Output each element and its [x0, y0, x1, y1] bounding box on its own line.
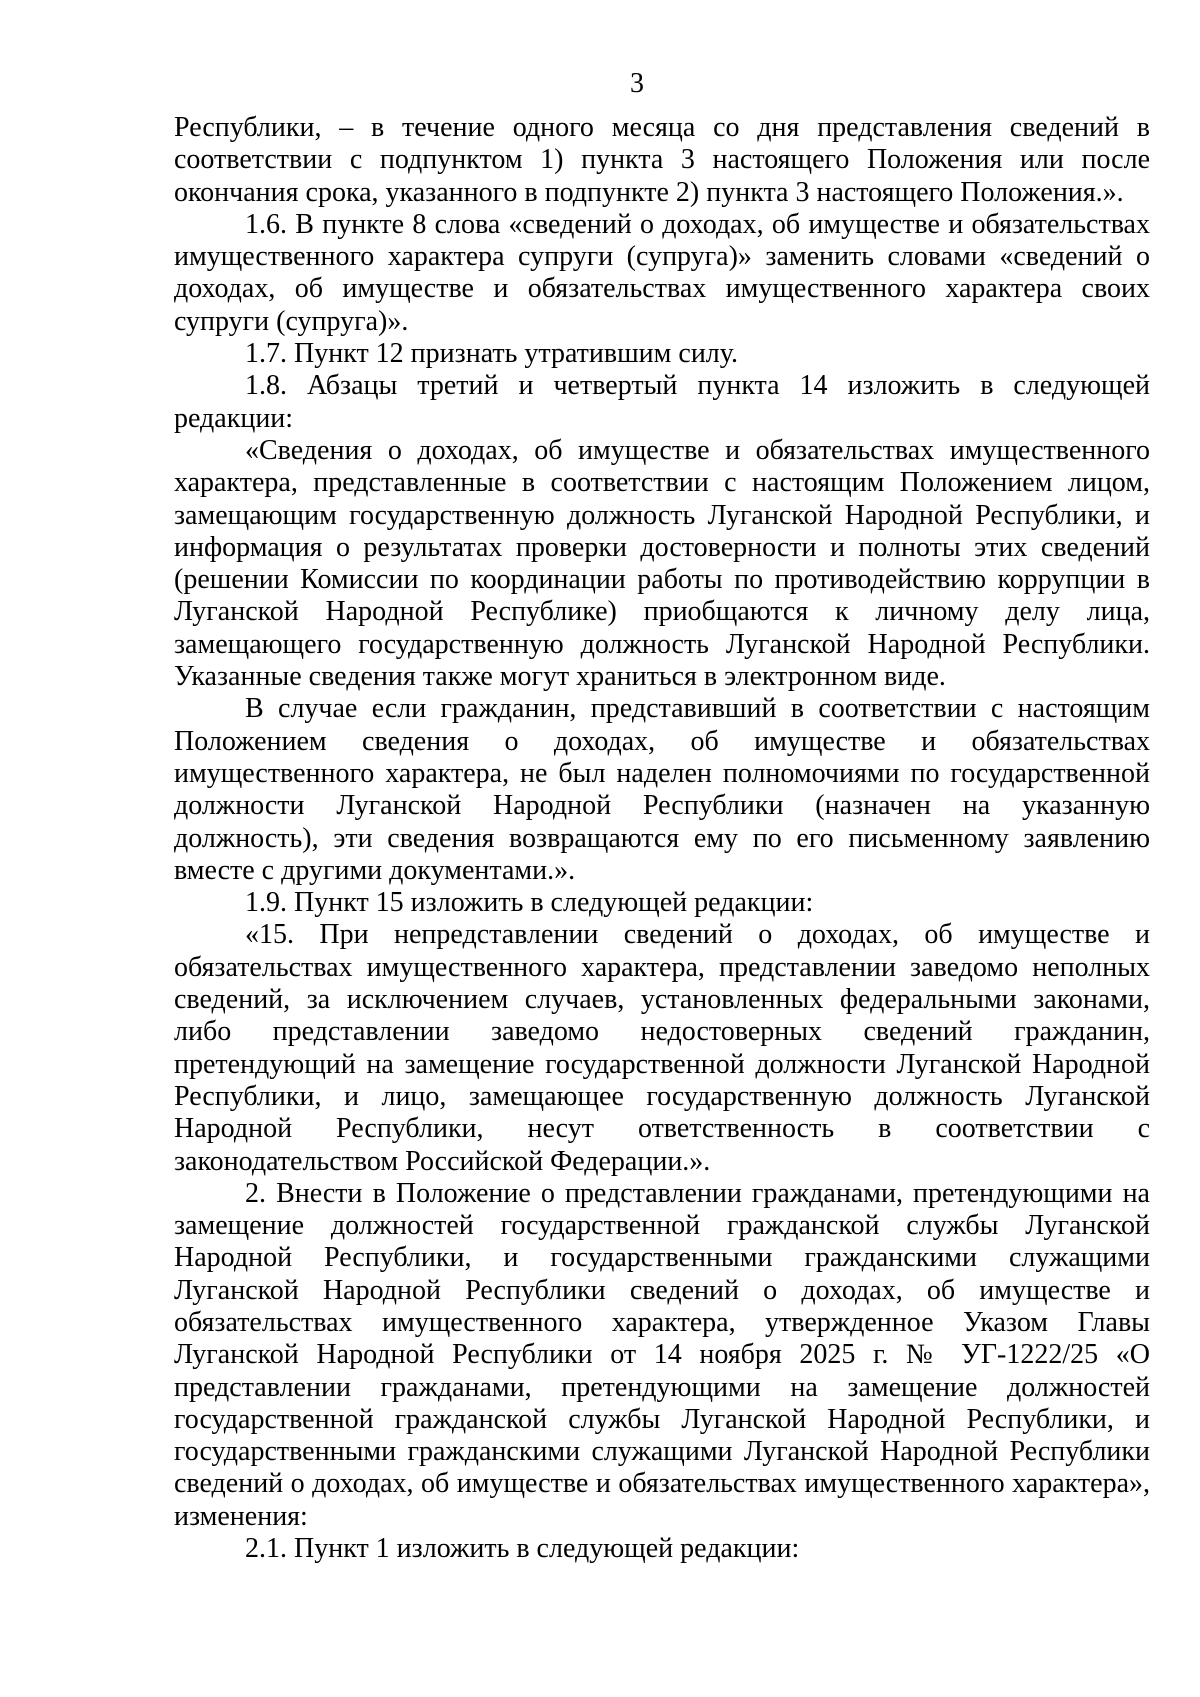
- paragraph-item-1-8: 1.8. Абзацы третий и четвертый пункта 14 изложить в следующей редакции:: [174, 370, 1150, 434]
- page-number: 3: [630, 68, 644, 99]
- paragraph-item-1-7: 1.7. Пункт 12 признать утратившим силу.: [245, 338, 738, 370]
- paragraph-quoted-14-third: «Сведения о доходах, об имуществе и обязательствах имущественного характера, представленные в соответствии с настоящим Положением лицом, замещающим государственную должность Луганской Народной Республики, и информация о результатах проверки достоверности и полноты этих сведений (решении Комиссии по координации работы по противодействию коррупции в Луганской Народной Республике) приобщаются к личному делу лица, замещающего государственную должность Луганской Народной Республики. Указанные сведения также могут храниться в электронном виде.: [174, 434, 1150, 693]
- paragraph-item-1-9: 1.9. Пункт 15 изложить в следующей редакции:: [245, 887, 814, 919]
- paragraph-quoted-14-fourth: В случае если гражданин, представивший в соответствии с настоящим Положением сведения о доходах, об имуществе и обязательствах имущественного характера, не был наделен полномочиями по государственной должности Луганской Народной Республики (назначен на указанную должность), эти сведения возвращаются ему по его письменному заявлению вместе с другими документами.».: [174, 693, 1150, 886]
- paragraph-item-2-1: 2.1. Пункт 1 изложить в следующей редакции:: [245, 1533, 800, 1565]
- paragraph-item-1-6: 1.6. В пункте 8 слова «сведений о доходах, об имуществе и обязательствах имущественного характера супруги (супруга)» заменить словами «сведений о доходах, об имуществе и обязательствах имущественного характера своих супруги (супруга)».: [174, 208, 1150, 337]
- paragraph-continuation: Республики, – в течение одного месяца со дня представления сведений в соответствии с подпунктом 1) пункта 3 настоящего Положения или после окончания срока, указанного в подпункте 2) пункта 3 настоящего Положения.».: [174, 112, 1150, 208]
- document-body: [174, 112, 1150, 1565]
- paragraph-quoted-15: «15. При непредставлении сведений о доходах, об имуществе и обязательствах имущественного характера, представлении заведомо неполных сведений, за исключением случаев, установленных федеральными законами, либо представлении заведомо недостоверных сведений гражданин, претендующий на замещение государственной должности Луганской Народной Республики, и лицо, замещающее государственную должность Луганской Народной Республики, несут ответственность в соответствии с законодательством Российской Федерации.».: [174, 919, 1150, 1177]
- paragraph-item-2: 2. Внести в Положение о представлении гражданами, претендующими на замещение должностей государственной гражданской службы Луганской Народной Республики, и государственными гражданскими служащими Луганской Народной Республики сведений о доходах, об имуществе и обязательствах имущественного характера, утвержденное Указом Главы Луганской Народной Республики от 14 ноября 2025 г. № УГ-1222/25 «О представлении гражданами, претендующими на замещение должностей государственной гражданской службы Луганской Народной Республики, и государственными гражданскими служащими Луганской Народной Республики сведений о доходах, об имуществе и обязательствах имущественного характера», изменения:: [174, 1177, 1150, 1532]
